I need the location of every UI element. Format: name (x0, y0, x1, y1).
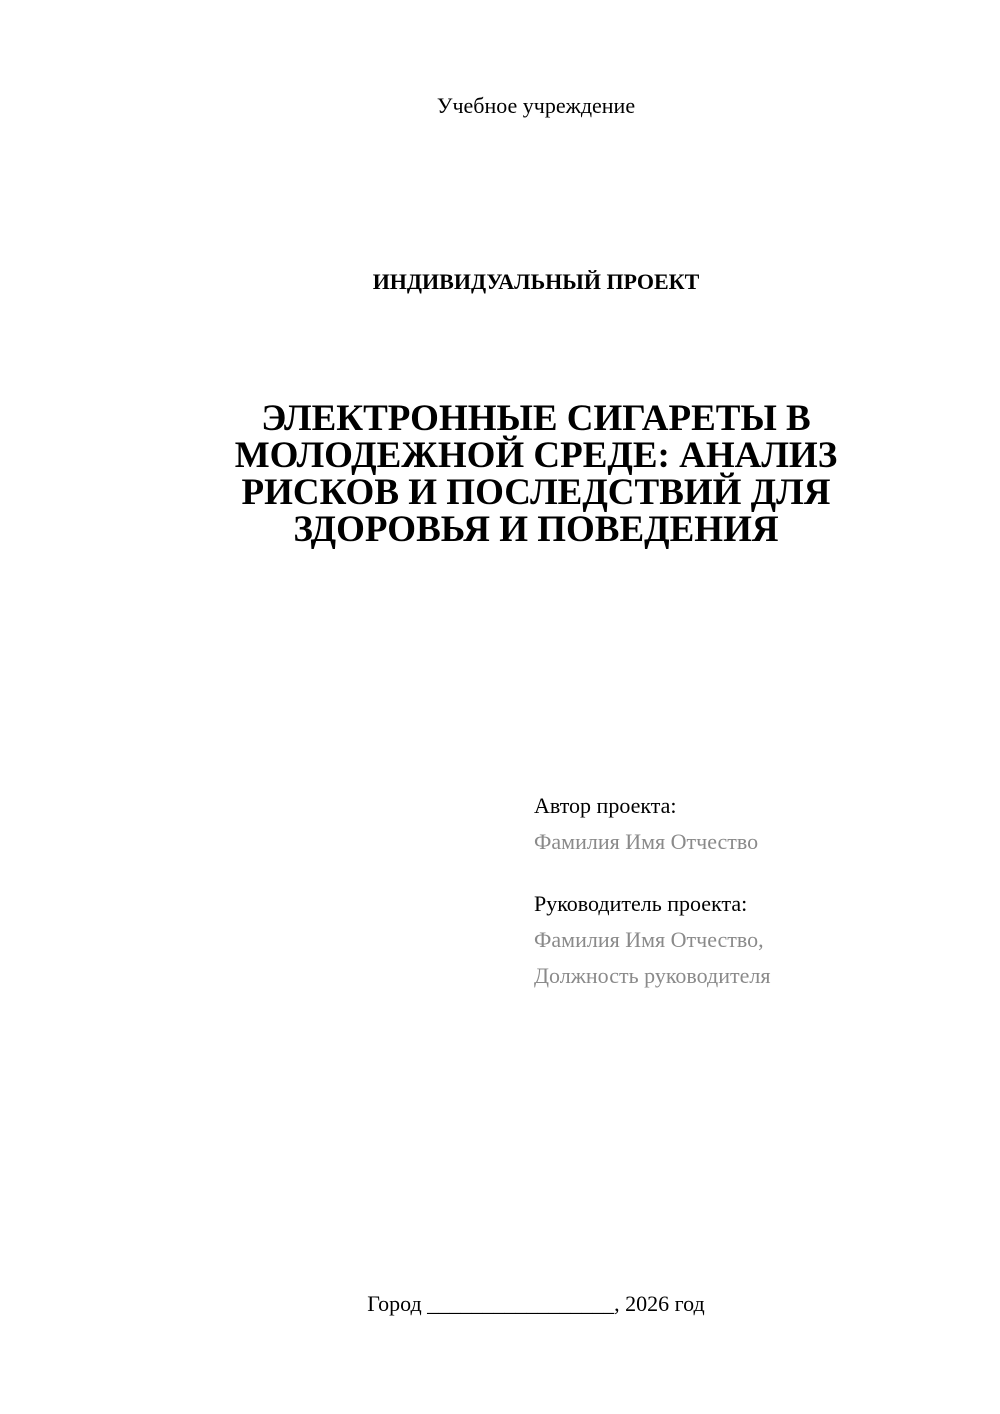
author-label: Автор проекта: (534, 793, 677, 818)
project-title-line: МОЛОДЕЖНОЙ СРЕДЕ: АНАЛИЗ (234, 435, 838, 476)
project-title-line: РИСКОВ И ПОСЛЕДСТВИЙ ДЛЯ (241, 472, 831, 513)
author-name: Фамилия Имя Отчество (534, 829, 759, 854)
people-block (534, 788, 974, 994)
supervisor-label: Руководитель проекта: (534, 891, 748, 916)
project-title (186, 400, 886, 548)
city-year-footer: Город _________________, 2026 год (367, 1291, 705, 1316)
institution-name: Учебное учреждение (436, 93, 636, 118)
spacer (534, 860, 974, 886)
supervisor-position: Должность руководителя (534, 963, 771, 988)
document-type: ИНДИВИДУАЛЬНЫЙ ПРОЕКТ (372, 269, 700, 294)
supervisor-name: Фамилия Имя Отчество, (534, 927, 764, 952)
project-title-line: ЗДОРОВЬЯ И ПОВЕДЕНИЯ (293, 509, 779, 550)
project-title-line: ЭЛЕКТРОННЫЕ СИГАРЕТЫ В (261, 398, 811, 439)
